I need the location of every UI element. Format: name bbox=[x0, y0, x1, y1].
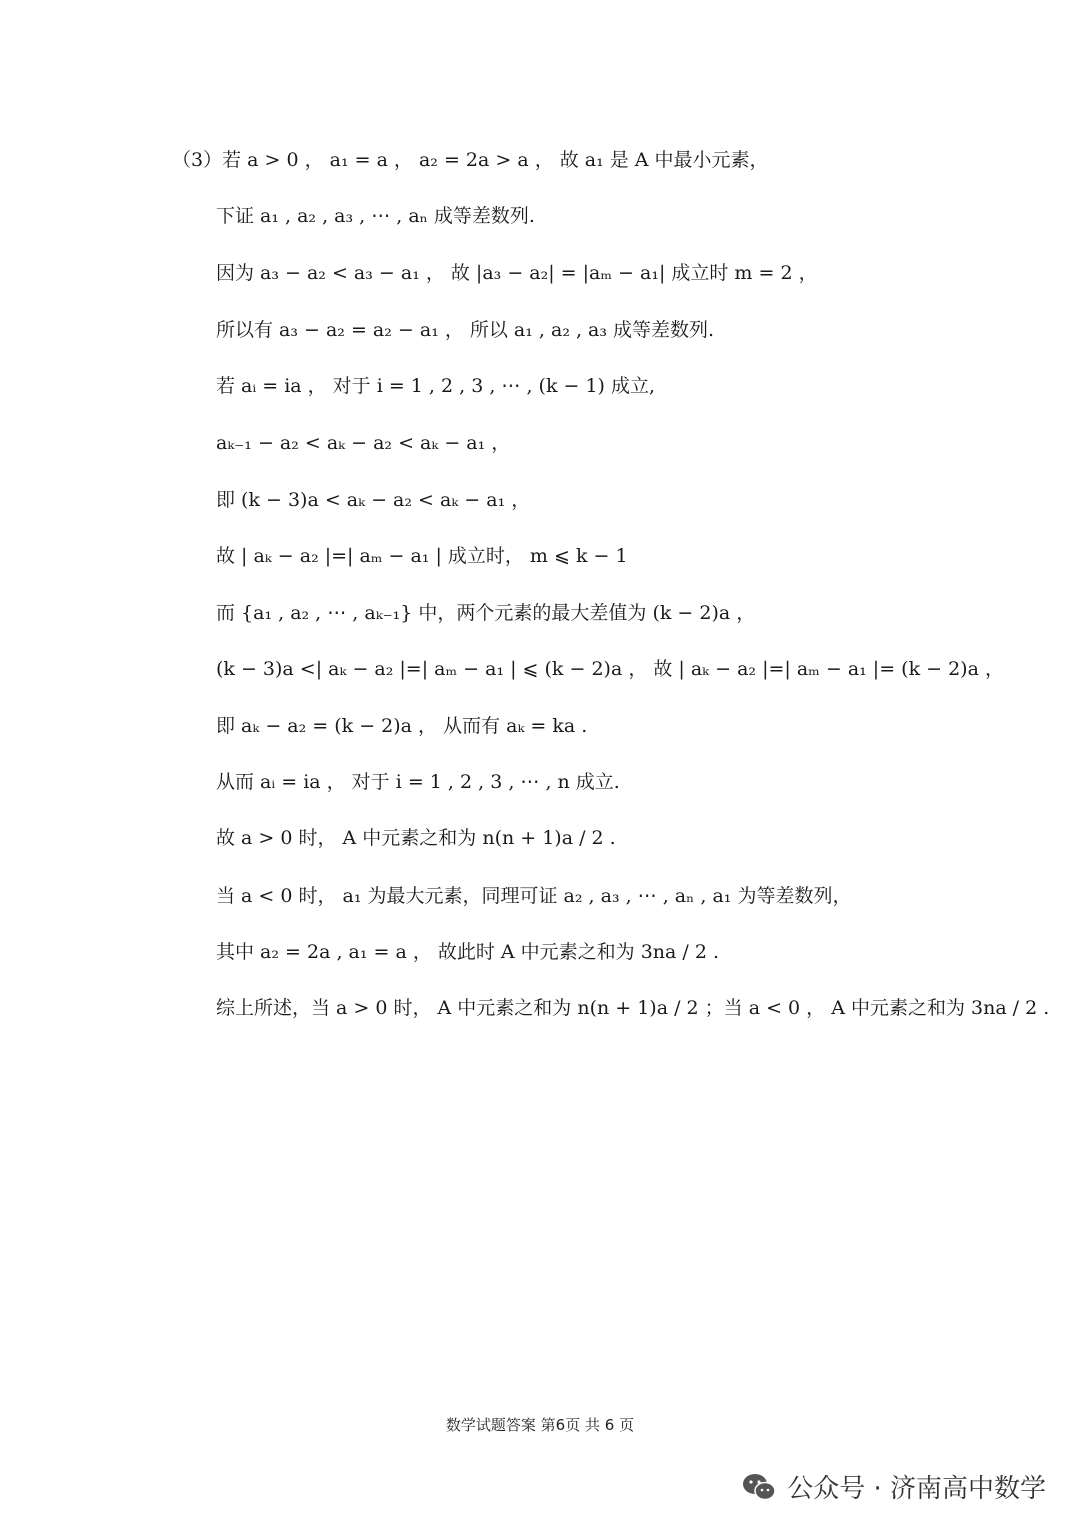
text-line: 下证 a₁ , a₂ , a₃ , ⋯ , aₙ 成等差数列. bbox=[216, 205, 535, 227]
text-line: 当 a < 0 时， a₁ 为最大元素，同理可证 a₂ , a₃ , ⋯ , aₙ , a₁ 为等差数列， bbox=[216, 885, 852, 907]
page-footer: 数学试题答案 第6页 共 6 页 bbox=[445, 1416, 635, 1434]
text-line: 即 aₖ − a₂ = (k − 2)a ， 从而有 aₖ = ka . bbox=[216, 715, 588, 737]
text-line: 即 (k − 3)a < aₖ − a₂ < aₖ − a₁ ， bbox=[216, 489, 531, 511]
text-line: （3）若 a > 0 ， a₁ = a ， a₂ = 2a > a ， 故 a₁ 是 A 中最小元素， bbox=[172, 149, 769, 171]
text-line: 而 {a₁ , a₂ , ⋯ , aₖ₋₁} 中，两个元素的最大差值为 (k − 2)a ， bbox=[216, 602, 756, 624]
text-line: 其中 a₂ = 2a , a₁ = a ， 故此时 A 中元素之和为 3na / 2 . bbox=[216, 941, 720, 963]
text-line: 若 aᵢ = ia ， 对于 i = 1 , 2 , 3 , ⋯ , (k − 1) 成立, bbox=[216, 375, 656, 397]
text-line: 综上所述，当 a > 0 时， A 中元素之和为 n(n + 1)a / 2 ；当 a < 0 ， A 中元素之和为 3na / 2 . bbox=[216, 997, 1050, 1019]
text-line: 从而 aᵢ = ia ， 对于 i = 1 , 2 , 3 , ⋯ , n 成立. bbox=[216, 771, 620, 793]
text-line: aₖ₋₁ − a₂ < aₖ − a₂ < aₖ − a₁ ， bbox=[216, 432, 511, 454]
text-line: 故 a > 0 时， A 中元素之和为 n(n + 1)a / 2 . bbox=[216, 827, 616, 849]
text-line: (k − 3)a <| aₖ − a₂ |=| aₘ − a₁ | ⩽ (k − 2)a ， 故 | aₖ − a₂ |=| aₘ − a₁ |= (k − 2)a ， bbox=[216, 658, 1004, 680]
text-line: 因为 a₃ − a₂ < a₃ − a₁ ， 故 |a₃ − a₂| = |aₘ − a₁| 成立时 m = 2 ， bbox=[216, 262, 818, 284]
wechat-icon bbox=[741, 1472, 777, 1502]
text-line: 所以有 a₃ − a₂ = a₂ − a₁ ， 所以 a₁ , a₂ , a₃ 成等差数列. bbox=[216, 319, 715, 341]
account-watermark bbox=[741, 1468, 1046, 1505]
watermark-text: 公众号 · 济南高中数学 bbox=[787, 1474, 1046, 1504]
text-line: 故 | aₖ − a₂ |=| aₘ − a₁ | 成立时， m ⩽ k − 1 bbox=[216, 545, 628, 567]
